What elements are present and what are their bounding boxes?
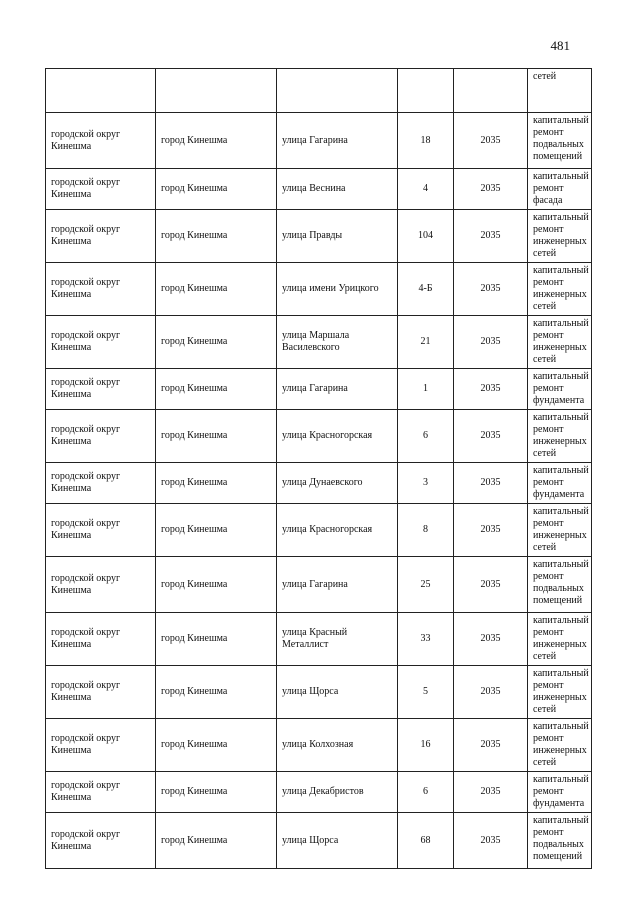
city-cell: город Кинешма xyxy=(156,463,277,504)
street-cell: улица Гагарина xyxy=(277,113,398,169)
work-cell: капитальный ремонт подвальных помещений xyxy=(528,113,592,169)
city-cell: город Кинешма xyxy=(156,772,277,813)
year-cell: 2035 xyxy=(454,557,528,613)
table-row xyxy=(46,719,592,772)
work-cell: капитальный ремонт инженерных сетей xyxy=(528,504,592,557)
year-cell: 2035 xyxy=(454,263,528,316)
street-cell: улица Декабристов xyxy=(277,772,398,813)
street-cell: улица Дунаевского xyxy=(277,463,398,504)
work-cell: капитальный ремонт инженерных сетей xyxy=(528,410,592,463)
year-cell: 2035 xyxy=(454,613,528,666)
district-cell: городской округ Кинешма xyxy=(46,263,156,316)
house-cell: 4-Б xyxy=(398,263,454,316)
table-row xyxy=(46,613,592,666)
street-cell: улица Правды xyxy=(277,210,398,263)
house-cell: 8 xyxy=(398,504,454,557)
house-cell: 33 xyxy=(398,613,454,666)
work-cell: капитальный ремонт инженерных сетей xyxy=(528,316,592,369)
table-row xyxy=(46,316,592,369)
table-row xyxy=(46,504,592,557)
table-row xyxy=(46,666,592,719)
district-cell: городской округ Кинешма xyxy=(46,719,156,772)
street-cell: улица Щорса xyxy=(277,813,398,869)
house-cell: 104 xyxy=(398,210,454,263)
year-cell: 2035 xyxy=(454,113,528,169)
street-cell: улица имени Урицкого xyxy=(277,263,398,316)
house-cell: 68 xyxy=(398,813,454,869)
house-cell: 1 xyxy=(398,369,454,410)
year-cell: 2035 xyxy=(454,813,528,869)
year-cell: 2035 xyxy=(454,504,528,557)
street-cell: улица Красногорская xyxy=(277,504,398,557)
house-cell: 6 xyxy=(398,772,454,813)
table-row xyxy=(46,169,592,210)
street-cell: улица Красный Металлист xyxy=(277,613,398,666)
year-cell: 2035 xyxy=(454,169,528,210)
work-cell: капитальный ремонт инженерных сетей xyxy=(528,210,592,263)
work-cell: капитальный ремонт подвальных помещений xyxy=(528,557,592,613)
city-cell: город Кинешма xyxy=(156,316,277,369)
street-cell: улица Щорса xyxy=(277,666,398,719)
city-cell: город Кинешма xyxy=(156,613,277,666)
city-cell: город Кинешма xyxy=(156,113,277,169)
table-row xyxy=(46,813,592,869)
district-cell: городской округ Кинешма xyxy=(46,210,156,263)
house-cell: 4 xyxy=(398,169,454,210)
city-cell: город Кинешма xyxy=(156,557,277,613)
district-cell: городской округ Кинешма xyxy=(46,169,156,210)
work-cell: капитальный ремонт инженерных сетей xyxy=(528,719,592,772)
work-cell: сетей xyxy=(528,69,592,113)
work-cell: капитальный ремонт фундамента xyxy=(528,772,592,813)
district-cell: городской округ Кинешма xyxy=(46,666,156,719)
city-cell: город Кинешма xyxy=(156,410,277,463)
year-cell: 2035 xyxy=(454,369,528,410)
district-cell: городской округ Кинешма xyxy=(46,504,156,557)
house-cell: 21 xyxy=(398,316,454,369)
city-cell: город Кинешма xyxy=(156,504,277,557)
district-cell: городской округ Кинешма xyxy=(46,557,156,613)
district-cell: городской округ Кинешма xyxy=(46,113,156,169)
table-row xyxy=(46,410,592,463)
district-cell: городской округ Кинешма xyxy=(46,369,156,410)
street-cell: улица Маршала Василевского xyxy=(277,316,398,369)
house-cell: 16 xyxy=(398,719,454,772)
continuation-row xyxy=(46,69,592,113)
house-cell: 3 xyxy=(398,463,454,504)
street-cell: улица Веснина xyxy=(277,169,398,210)
table-body xyxy=(46,69,592,869)
district-cell: городской округ Кинешма xyxy=(46,463,156,504)
street-cell: улица Колхозная xyxy=(277,719,398,772)
district-cell: городской округ Кинешма xyxy=(46,410,156,463)
city-cell: город Кинешма xyxy=(156,369,277,410)
work-cell: капитальный ремонт фундамента xyxy=(528,463,592,504)
city-cell: город Кинешма xyxy=(156,210,277,263)
street-cell: улица Гагарина xyxy=(277,557,398,613)
table-row xyxy=(46,557,592,613)
district-cell: городской округ Кинешма xyxy=(46,772,156,813)
house-cell: 18 xyxy=(398,113,454,169)
work-cell: капитальный ремонт фасада xyxy=(528,169,592,210)
house-cell: 6 xyxy=(398,410,454,463)
city-cell: город Кинешма xyxy=(156,169,277,210)
year-cell: 2035 xyxy=(454,666,528,719)
street-cell xyxy=(277,69,398,113)
table-row xyxy=(46,772,592,813)
district-cell xyxy=(46,69,156,113)
table-row xyxy=(46,263,592,316)
house-cell: 5 xyxy=(398,666,454,719)
city-cell: город Кинешма xyxy=(156,813,277,869)
district-cell: городской округ Кинешма xyxy=(46,613,156,666)
city-cell xyxy=(156,69,277,113)
table-row xyxy=(46,113,592,169)
city-cell: город Кинешма xyxy=(156,263,277,316)
table-row xyxy=(46,463,592,504)
house-cell: 25 xyxy=(398,557,454,613)
work-cell: капитальный ремонт инженерных сетей xyxy=(528,613,592,666)
city-cell: город Кинешма xyxy=(156,666,277,719)
house-cell xyxy=(398,69,454,113)
city-cell: город Кинешма xyxy=(156,719,277,772)
work-cell: капитальный ремонт инженерных сетей xyxy=(528,263,592,316)
street-cell: улица Красногорская xyxy=(277,410,398,463)
address-table xyxy=(45,68,592,869)
year-cell: 2035 xyxy=(454,410,528,463)
page-number: 481 xyxy=(550,38,570,53)
table-row xyxy=(46,210,592,263)
year-cell xyxy=(454,69,528,113)
year-cell: 2035 xyxy=(454,772,528,813)
year-cell: 2035 xyxy=(454,316,528,369)
street-cell: улица Гагарина xyxy=(277,369,398,410)
work-cell: капитальный ремонт подвальных помещений xyxy=(528,813,592,869)
year-cell: 2035 xyxy=(454,210,528,263)
district-cell: городской округ Кинешма xyxy=(46,813,156,869)
table-row xyxy=(46,369,592,410)
district-cell: городской округ Кинешма xyxy=(46,316,156,369)
work-cell: капитальный ремонт фундамента xyxy=(528,369,592,410)
year-cell: 2035 xyxy=(454,463,528,504)
year-cell: 2035 xyxy=(454,719,528,772)
work-cell: капитальный ремонт инженерных сетей xyxy=(528,666,592,719)
